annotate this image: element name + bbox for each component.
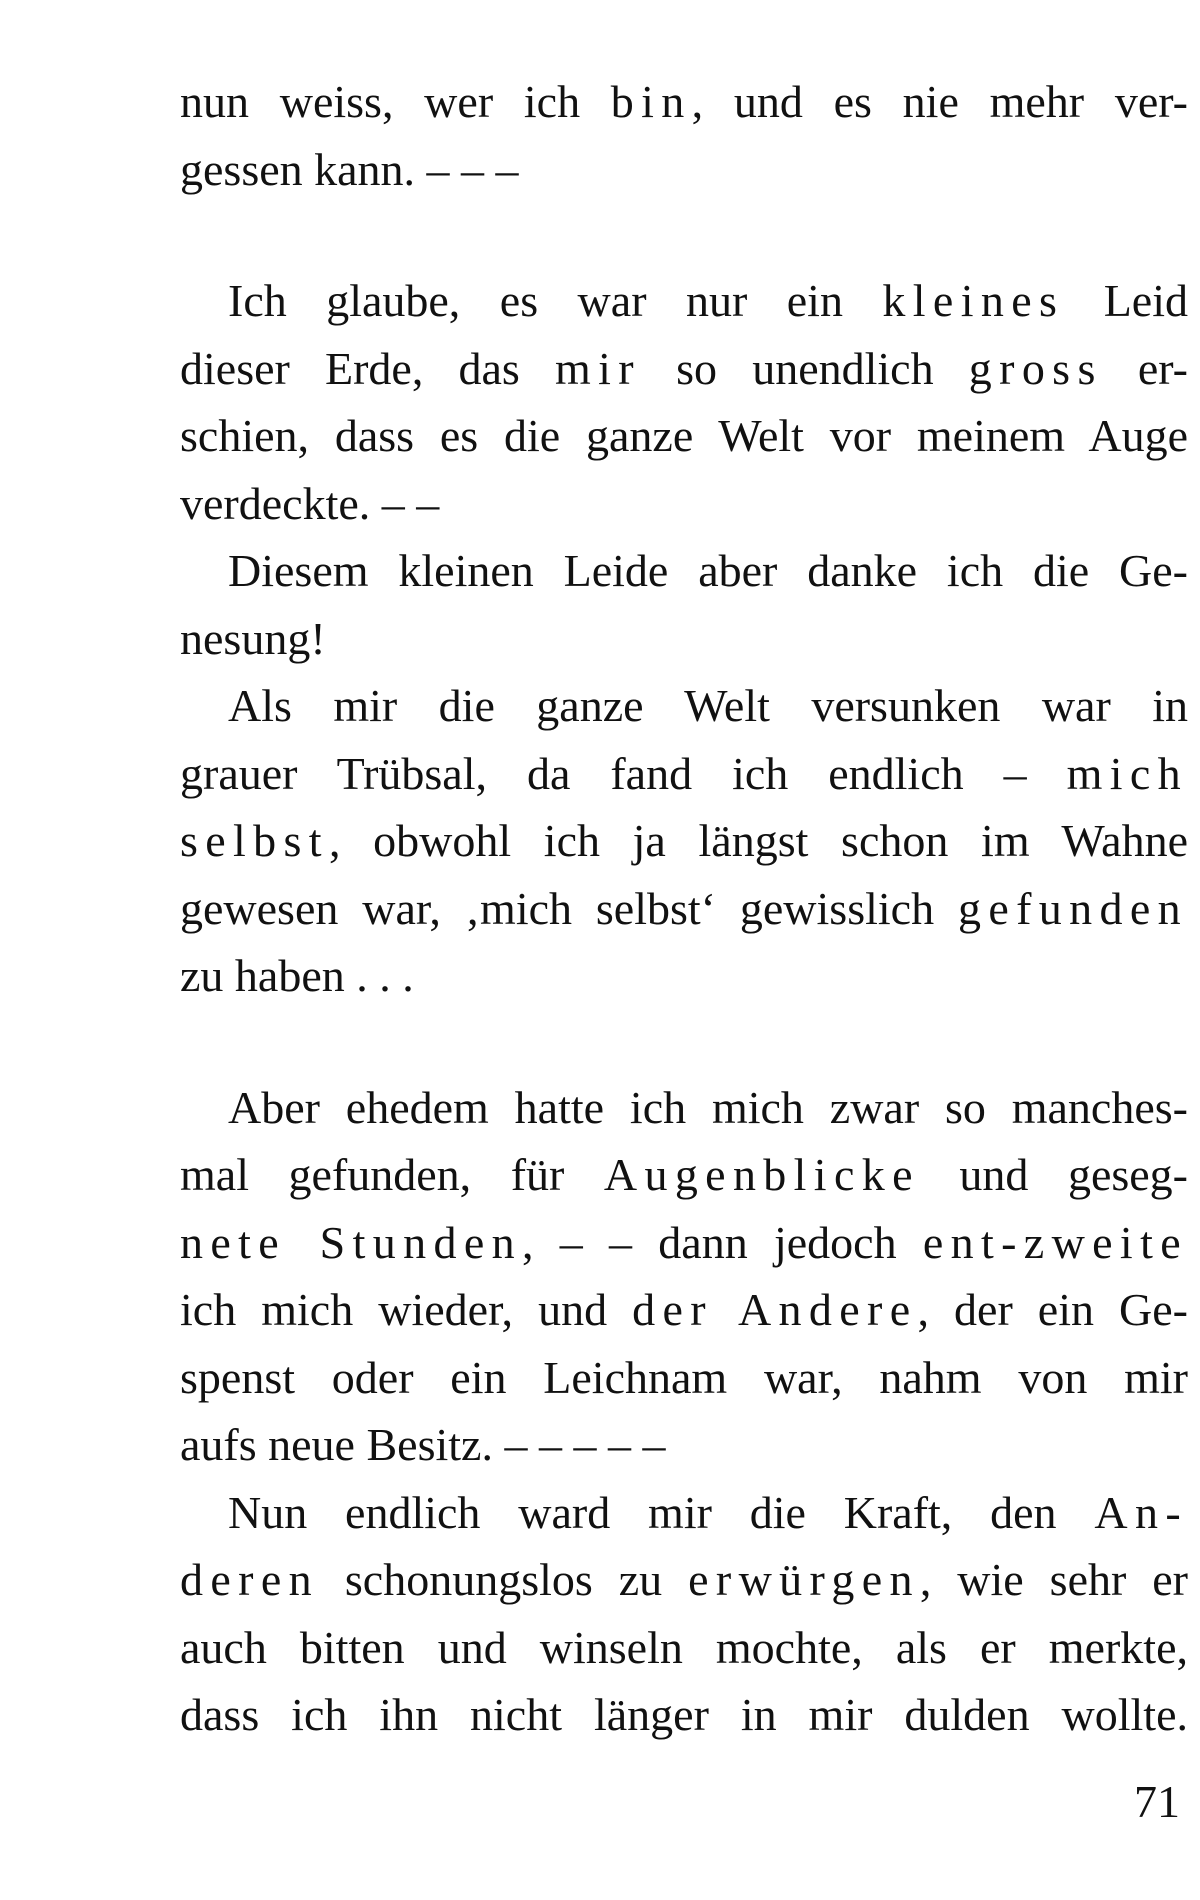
paragraph [180, 68, 1188, 203]
section-gap [180, 203, 1188, 267]
spaced-text-run: Andere [737, 1284, 918, 1335]
spaced-text-run: der [632, 1284, 713, 1335]
paragraph [180, 267, 1188, 537]
text-run: auch bitten und winseln mochte, als er merkte, [180, 1621, 1188, 1673]
spaced-text-run: mich [1066, 747, 1188, 799]
spaced-text-run: deren [180, 1554, 319, 1605]
text-line [180, 470, 1188, 538]
text-run: gewesen war, ‚mich selbst‘ gewisslich [180, 882, 958, 934]
text-run: so unendlich [640, 342, 969, 394]
text-run: Leid [1064, 275, 1189, 326]
text-line [180, 807, 1188, 875]
spaced-text-run: bin [610, 76, 692, 127]
paragraph [180, 1074, 1188, 1479]
text-run: nun weiss, wer ich [180, 76, 611, 127]
text-run: verdeckte. – – [180, 477, 440, 529]
text-run: , der ein Ge- [917, 1284, 1188, 1335]
text-line [180, 1411, 1188, 1479]
text-line [180, 942, 1188, 1010]
page-number: 71 [1134, 1776, 1180, 1827]
spaced-text-run: An- [1094, 1486, 1188, 1538]
paragraph [180, 537, 1188, 672]
text-line [180, 1209, 1188, 1277]
spaced-text-run: gross [968, 342, 1103, 394]
spaced-text-run: gefunden [957, 882, 1188, 934]
text-line [180, 267, 1188, 335]
text-line [180, 875, 1188, 943]
text-run: und geseg- [919, 1149, 1188, 1200]
text-run: aufs neue Besitz. – – – – – [180, 1419, 666, 1470]
text-run: dass ich ihn nicht länger in mir dulden wollte. [180, 1689, 1188, 1740]
text-line [180, 740, 1188, 808]
spaced-text-run: Augenblicke [603, 1149, 920, 1200]
text-run: zu haben . . . [180, 950, 414, 1001]
text-run: schien, dass es die ganze Welt vor meinem Auge [180, 410, 1188, 461]
text-run: , wie sehr er [919, 1554, 1188, 1605]
text-line [180, 136, 1188, 204]
spaced-text-run: nete Stunden [180, 1216, 522, 1268]
text-run: spenst oder ein Leichnam war, nahm von mir [180, 1351, 1188, 1403]
text-line [180, 605, 1188, 673]
text-line [180, 1614, 1188, 1682]
text-run: schonungslos zu [318, 1554, 689, 1605]
spaced-text-run: ent-zweite [922, 1216, 1188, 1268]
text-run: , obwohl ich ja längst schon im Wahne [328, 815, 1188, 866]
text-line [180, 1074, 1188, 1142]
text-line [180, 1344, 1188, 1412]
spaced-text-run: erwürgen [688, 1554, 920, 1605]
text-line [180, 1681, 1188, 1749]
text-line [180, 402, 1188, 470]
text-run: Nun endlich ward mir die Kraft, den [228, 1486, 1095, 1538]
text-run: grauer Trübsal, da fand ich endlich – [180, 747, 1067, 799]
paragraph [180, 672, 1188, 1010]
text-run: mal gefunden, für [180, 1149, 604, 1200]
text-run: , – – dann jedoch [521, 1216, 923, 1268]
text-line [180, 537, 1188, 605]
text-line [180, 672, 1188, 740]
text-run: er- [1102, 342, 1189, 394]
spaced-text-run: mir [555, 342, 641, 394]
text-line [180, 1546, 1188, 1614]
text-line [180, 68, 1188, 136]
text-run: nesung! [180, 612, 326, 664]
text-run [713, 1284, 738, 1335]
spaced-text-run: selbst [180, 815, 329, 866]
text-line [180, 1479, 1188, 1547]
text-run: gessen kann. – – – [180, 143, 519, 195]
text-line [180, 335, 1188, 403]
text-line [180, 1141, 1188, 1209]
text-run: Ich glaube, es war nur ein [228, 275, 883, 326]
spaced-text-run: kleines [882, 275, 1065, 326]
text-line [180, 1276, 1188, 1344]
text-run: Diesem kleinen Leide aber danke ich die Ge- [228, 545, 1188, 596]
text-run: dieser Erde, das [180, 342, 555, 394]
text-run: , und es nie mehr ver- [691, 76, 1188, 127]
paragraph [180, 1479, 1188, 1749]
section-gap [180, 1010, 1188, 1074]
text-run: ich mich wieder, und [180, 1284, 633, 1335]
body-text [180, 68, 1188, 1749]
text-run: Aber ehedem hatte ich mich zwar so manches- [228, 1081, 1188, 1133]
text-run: Als mir die ganze Welt versunken war in [228, 680, 1188, 731]
